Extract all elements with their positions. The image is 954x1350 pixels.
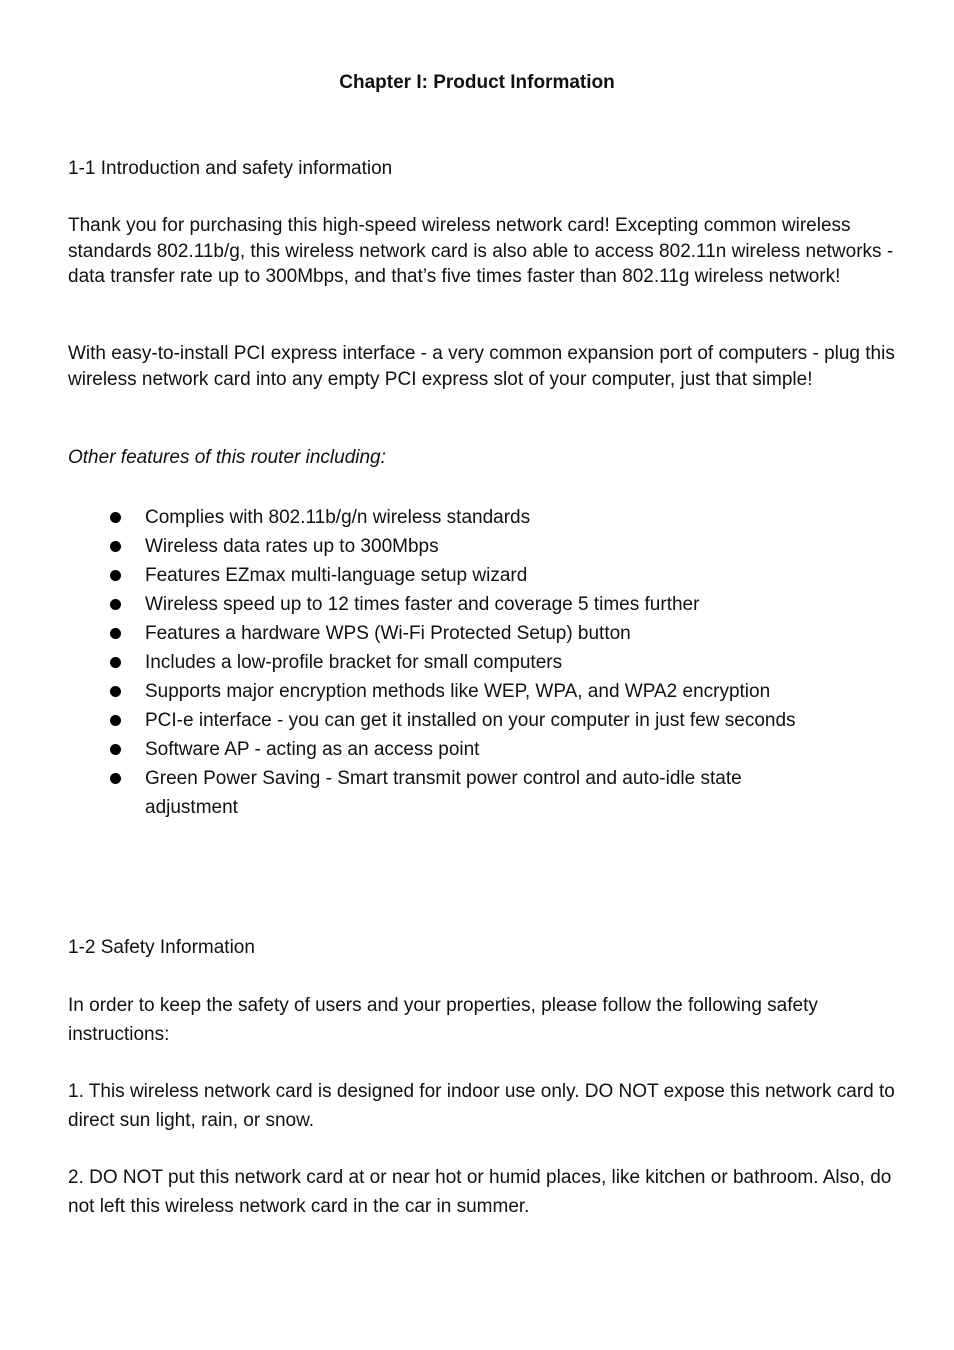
- feature-text: Features EZmax multi-language setup wizard: [145, 565, 528, 586]
- bullet-icon: [110, 541, 121, 552]
- safety-instruction-1: 1. This wireless network card is designed for indoor use only. DO NOT expose this network card to direct sun light, rain, or snow.: [68, 1081, 895, 1131]
- section-heading-introduction: 1-1 Introduction and safety information: [68, 158, 393, 179]
- feature-text: Wireless speed up to 12 times faster and coverage 5 times further: [145, 594, 700, 615]
- safety-instruction-2: 2. DO NOT put this network card at or near hot or humid places, like kitchen or bathroom. Also, do not left this wireless network card in the car in summer.: [68, 1167, 892, 1217]
- bullet-icon: [110, 744, 121, 755]
- section-heading-safety: 1-2 Safety Information: [68, 937, 255, 958]
- list-item: [0, 677, 954, 706]
- bullet-icon: [110, 715, 121, 726]
- list-item: [0, 561, 954, 590]
- list-item: [0, 648, 954, 677]
- bullet-icon: [110, 628, 121, 639]
- list-item: [0, 532, 954, 561]
- feature-text: Software AP - acting as an access point: [145, 739, 480, 760]
- feature-text: Wireless data rates up to 300Mbps: [145, 536, 439, 557]
- feature-text: Complies with 802.11b/g/n wireless standards: [145, 507, 531, 528]
- bullet-icon: [110, 657, 121, 668]
- intro-paragraph-1: Thank you for purchasing this high-speed wireless network card! Excepting common wireless standards 802.11b/g, this wireless network card is also able to access 802.11n wireless networks - data transfer rate up to 300Mbps, and that’s five times faster than 802.11g wireless network!: [68, 215, 894, 287]
- chapter-title: Chapter I: Product Information: [339, 72, 615, 93]
- list-item: [0, 503, 954, 532]
- list-item: [0, 619, 954, 648]
- bullet-icon: [110, 512, 121, 523]
- feature-text: Supports major encryption methods like WEP, WPA, and WPA2 encryption: [145, 681, 771, 702]
- feature-list: [0, 503, 954, 822]
- list-item: [0, 706, 954, 735]
- feature-text: Features a hardware WPS (Wi-Fi Protected Setup) button: [145, 623, 631, 644]
- bullet-icon: [110, 686, 121, 697]
- feature-text: PCI-e interface - you can get it installed on your computer in just few seconds: [145, 710, 796, 731]
- feature-text: Green Power Saving - Smart transmit power control and auto-idle state adjustment: [145, 768, 742, 818]
- intro-paragraph-2: With easy-to-install PCI express interface - a very common expansion port of computers - plug this wireless network card into any empty PCI express slot of your computer, just that simple!: [68, 343, 895, 390]
- feature-text: Includes a low-profile bracket for small computers: [145, 652, 563, 673]
- bullet-icon: [110, 599, 121, 610]
- list-item: [0, 590, 954, 619]
- list-item: [0, 735, 954, 764]
- bullet-icon: [110, 773, 121, 784]
- features-intro: Other features of this router including:: [68, 447, 386, 468]
- safety-intro: In order to keep the safety of users and your properties, please follow the following safety instructions:: [68, 995, 818, 1045]
- list-item: [0, 764, 954, 822]
- bullet-icon: [110, 570, 121, 581]
